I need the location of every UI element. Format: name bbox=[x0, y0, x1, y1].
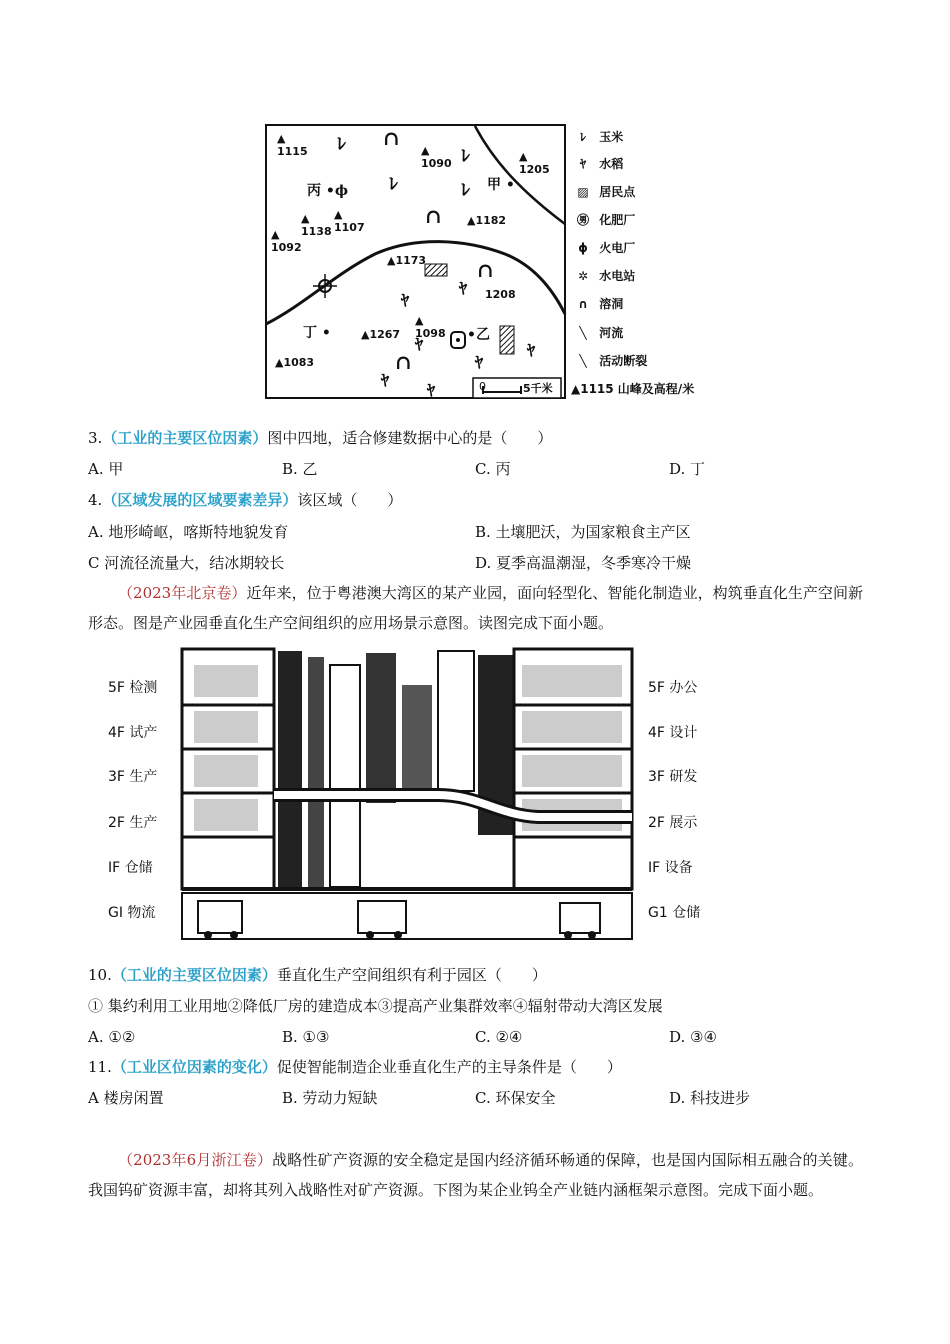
question-10: 10.（工业的主要区位因素）垂直化生产空间组织有利于园区（ ） bbox=[88, 966, 547, 984]
place-bing: 丙 •ϕ bbox=[307, 183, 349, 199]
legend-item: ㊚ 化肥厂 bbox=[571, 209, 635, 231]
scale-zero: 0 bbox=[479, 380, 486, 393]
legend-item: ▲1115 山峰及高程/米 bbox=[571, 382, 695, 396]
legend-item: ✲ 水电站 bbox=[571, 265, 635, 287]
rice-icon: ﾔ bbox=[401, 291, 410, 310]
right-floor-g1: G1 仓储 bbox=[648, 905, 701, 921]
legend-item: ﾔ 水稻 bbox=[571, 153, 623, 175]
peak-label: ▲1267 bbox=[361, 328, 401, 341]
q3-option-a[interactable]: A. 甲 bbox=[88, 460, 124, 478]
legend-item: ϕ 火电厂 bbox=[571, 237, 635, 259]
q11-option-c[interactable]: C. 环保安全 bbox=[475, 1089, 556, 1107]
passage-zhejiang: （2023年6月浙江卷）战略性矿产资源的安全稳定是国内经济循环畅通的保障，也是国内国际相五融合的关键。我国钨矿资源丰富，却将其列入战略性对矿产资源。下图为某企业钨全产业链内涵框架示意图。完成下面小题。 bbox=[88, 1151, 863, 1199]
q4-option-b[interactable]: B. 土壤肥沃，为国家粮食主产区 bbox=[475, 523, 691, 541]
peak-label: ▲ 1090 bbox=[421, 144, 452, 170]
hydro-station-icon: ✲ bbox=[577, 269, 589, 283]
passage-source: （2023年北京卷） bbox=[118, 584, 247, 602]
peak-label: 1208 bbox=[485, 288, 516, 301]
peak-label: ▲ 1138 bbox=[301, 212, 332, 238]
cave-icon: ∩ bbox=[425, 204, 442, 228]
fault-icon: ╲ bbox=[579, 354, 587, 368]
hydro-station-icon bbox=[313, 274, 337, 298]
place-ding: 丁 • bbox=[303, 325, 331, 341]
passage-source: （2023年6月浙江卷） bbox=[118, 1151, 273, 1169]
river-icon: ╲ bbox=[579, 326, 587, 340]
q11-option-d[interactable]: D. 科技进步 bbox=[669, 1089, 751, 1107]
peak-label: ▲1173 bbox=[387, 254, 427, 267]
settlement-icon bbox=[425, 264, 447, 276]
peak-label: ▲ 1092 bbox=[271, 228, 302, 254]
left-floor-4f: 4F 试产 bbox=[108, 725, 158, 741]
vertical-factory-figure bbox=[98, 645, 708, 943]
map-figure bbox=[265, 124, 705, 400]
q10-option-b[interactable]: B. ①③ bbox=[282, 1028, 330, 1046]
question-3: 3.（工业的主要区位因素）图中四地，适合修建数据中心的是（ ） bbox=[88, 429, 553, 447]
place-jia: 甲 • bbox=[487, 177, 515, 193]
left-floor-1f: IF 仓储 bbox=[108, 860, 153, 876]
peak-label: ▲1182 bbox=[467, 214, 507, 227]
q11-option-b[interactable]: B. 劳动力短缺 bbox=[282, 1089, 378, 1107]
rice-icon: ﾔ bbox=[527, 341, 536, 360]
right-floor-1f: IF 设备 bbox=[648, 860, 693, 876]
map-legend bbox=[571, 126, 705, 398]
peak-label: ▲ 1205 bbox=[519, 150, 550, 176]
q10-statements: ① 集约利用工业用地②降低厂房的建造成本③提高产业集群效率④辐射带动大湾区发展 bbox=[88, 997, 663, 1015]
legend-item: ╲ 河流 bbox=[571, 322, 623, 344]
right-floor-3f: 3F 研发 bbox=[648, 769, 698, 785]
q4-option-a[interactable]: A. 地形崎岖，喀斯特地貌发育 bbox=[88, 523, 289, 541]
settlement-icon: ▨ bbox=[577, 185, 589, 199]
vertical-factory-svg bbox=[98, 645, 708, 943]
peak-label: ▲ 1098 bbox=[415, 314, 446, 340]
passage-beijing: （2023年北京卷）近年来，位于粤港澳大湾区的某产业园，面向轻型化、智能化制造业，构筑垂直化生产空间新形态。图是产业园垂直化生产空间组织的应用场景示意图。读图完成下面小题。 bbox=[88, 584, 863, 632]
peak-label: ▲ 1107 bbox=[334, 208, 365, 234]
question-11: 11.（工业区位因素的变化）促使智能制造企业垂直化生产的主导条件是（ ） bbox=[88, 1058, 622, 1076]
q11-option-a[interactable]: A 楼房闲置 bbox=[88, 1089, 164, 1107]
right-floor-4f: 4F 设计 bbox=[648, 725, 698, 741]
corn-icon: ﾚ bbox=[579, 130, 586, 144]
legend-item: ∩ 溶洞 bbox=[571, 293, 623, 315]
q4-option-d[interactable]: D. 夏季高温潮湿，冬季寒冷干燥 bbox=[475, 554, 692, 572]
rice-icon: ﾔ bbox=[381, 371, 390, 390]
fertilizer-plant-icon bbox=[451, 332, 465, 348]
cave-icon: ∩ bbox=[578, 297, 588, 311]
q4-option-c[interactable]: C 河流径流量大，结冰期较长 bbox=[88, 554, 285, 572]
left-floor-2f: 2F 生产 bbox=[108, 815, 158, 831]
rice-icon: ﾔ bbox=[415, 335, 424, 354]
q10-option-c[interactable]: C. ②④ bbox=[475, 1028, 523, 1046]
rice-icon: ﾔ bbox=[427, 381, 436, 400]
scale-length: 5千米 bbox=[523, 382, 553, 395]
q10-option-a[interactable]: A. ①② bbox=[88, 1028, 136, 1046]
cave-icon: ∩ bbox=[395, 350, 412, 374]
right-floor-2f: 2F 展示 bbox=[648, 815, 698, 831]
question-4: 4.（区域发展的区域要素差异）该区域（ ） bbox=[88, 491, 403, 509]
legend-item: ﾚ 玉米 bbox=[571, 126, 623, 148]
rice-icon: ﾔ bbox=[579, 157, 586, 171]
legend-item: ▨ 居民点 bbox=[571, 181, 635, 203]
right-floor-5f: 5F 办公 bbox=[648, 680, 698, 696]
left-floor-3f: 3F 生产 bbox=[108, 769, 158, 785]
legend-item: ╲ 活动断裂 bbox=[571, 350, 647, 372]
thermal-plant-icon: ϕ bbox=[334, 183, 349, 199]
corn-icon: ﾚ bbox=[389, 174, 398, 195]
q3-option-c[interactable]: C. 丙 bbox=[475, 460, 511, 478]
left-floor-5f: 5F 检测 bbox=[108, 680, 158, 696]
peak-label: ▲1083 bbox=[275, 356, 315, 369]
peak-icon: ▲ bbox=[571, 382, 581, 396]
q3-option-d[interactable]: D. 丁 bbox=[669, 460, 706, 478]
q3-option-b[interactable]: B. 乙 bbox=[282, 460, 318, 478]
corn-icon: ﾚ bbox=[461, 180, 470, 201]
q10-option-d[interactable]: D. ③④ bbox=[669, 1028, 717, 1046]
rice-icon: ﾔ bbox=[459, 279, 468, 298]
corn-icon: ﾚ bbox=[337, 134, 346, 155]
thermal-plant-icon: ϕ bbox=[578, 241, 588, 255]
cave-icon: ∩ bbox=[477, 258, 494, 282]
left-floor-g1: GI 物流 bbox=[108, 905, 156, 921]
rice-icon: ﾔ bbox=[475, 353, 484, 372]
cave-icon: ∩ bbox=[383, 126, 400, 150]
settlement-icon bbox=[500, 326, 514, 354]
fertilizer-plant-icon: ㊚ bbox=[576, 213, 589, 227]
peak-label: ▲ 1115 bbox=[277, 132, 308, 158]
place-yi: •乙 bbox=[467, 327, 490, 343]
corn-icon: ﾚ bbox=[461, 146, 470, 167]
